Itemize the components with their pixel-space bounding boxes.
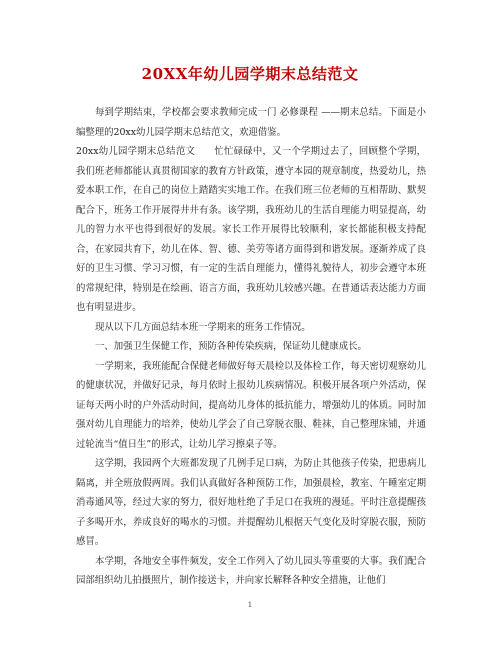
paragraph: 这学期，我园两个大班都发现了几例手足口病，为防止其他孩子传染，把患病儿隔离，并全班放假两周。我们认真做好各种预防工作，加强晨检，教室、午睡室定期消毒通风等，经过大家的努力，很好地杜绝了手足口在我班的漫延。平时注意提醒孩子多喝开水，养成良好的喝水的习惯。并提醒幼儿根据天气变化及时穿脱衣服，预防感冒。 xyxy=(76,458,426,547)
document-title: 20XX年幼儿园学期末总结范文 xyxy=(141,65,359,83)
document-body xyxy=(76,103,426,591)
paragraph: 一学期来，我班能配合保健老师做好每天晨检以及体检工作，每天密切观察幼儿的健康状况，并做好记录，每月依时上报幼儿疾病情况。积极开展各项户外活动，保证每天两小时的户外活动时间，提高幼儿身体的抵抗能力，增强幼儿的体质。同时加强对幼儿自理能力的培养，使幼儿学会了自己穿脱衣服、鞋袜，自己整理床铺，并通过轮流当“值日生”的形式，让幼儿学习擦桌子等。 xyxy=(76,360,426,450)
section-heading: 一、加强卫生保健工作，预防各种传染疾病，保证幼儿健康成长。 xyxy=(95,341,367,352)
paragraph: 现从以下几方面总结本班一学期来的班务工作情况。 xyxy=(95,321,311,333)
paragraph: 本学期，各地安全事件频发，安全工作列入了幼儿园头等重要的大事。我们配合园部组织幼儿拍摄照片，制作接送卡，并向家长解释各种安全措施，让他们 xyxy=(76,555,426,586)
paragraph: 每到学期结束，学校都会要求教师完成一门 必修课程 ——期末总结。下面是小编整理的20xx幼儿园学期末总结范文，欢迎借鉴。 xyxy=(76,107,426,138)
paragraph: 20xx幼儿园学期末总结范文 忙忙碌碌中，又一个学期过去了，回顾整个学期，我们班老师都能认真贯彻国家的教育方针政策，遵守本园的规章制度，热爱幼儿，热爱本职工作，在自己的岗位上踏踏实实地工作。在我们班三位老师的互相帮助、默契配合下，班务工作开展得井井有条。该学期，我班幼儿的生活自理能力明显提高，幼儿的智力水平也得到很好的发展。家长工作开展得比较顺利，家长都能积极支持配合，在家园共育下，幼儿在体、智、德、美劳等诸方面得到和谐发展。逐渐养成了良好的卫生习惯、学习习惯，有一定的生活自理能力，懂得礼貌待人，初步会遵守本班的常规纪律，特别是在绘画、语言方面，我班幼儿较感兴趣。在普通话表达能力方面也有明显进步。 xyxy=(76,146,426,313)
page-number: 1 xyxy=(247,601,253,609)
